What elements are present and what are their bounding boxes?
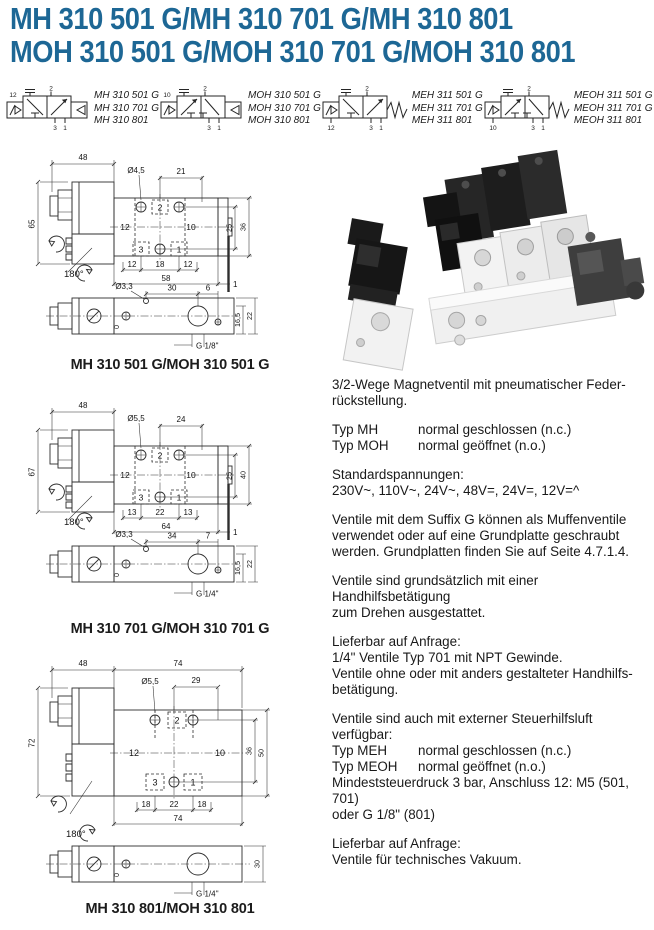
port-label: 3 xyxy=(369,125,373,132)
port-label: 10 xyxy=(186,222,196,232)
port-label: 2 xyxy=(174,715,180,726)
dim-label: 12 xyxy=(183,260,193,269)
text-line: werden. Grundplatten finden Sie auf Seite 4.7.1.4. xyxy=(332,544,630,559)
dim-label: 1 xyxy=(233,528,238,537)
dim-label: 0 xyxy=(112,573,121,577)
port-label: 2 xyxy=(157,450,163,461)
symbol-label-line: MEOH 311 701 G xyxy=(573,102,653,114)
port-label: 2 xyxy=(49,86,53,93)
rotation-label: 180° xyxy=(64,517,84,528)
symbol-label-line: MEOH 311 801 xyxy=(573,115,643,126)
text-line: Ventile mit dem Suffix G können als Muffenventile xyxy=(332,512,627,527)
dim-label: 16,5 xyxy=(233,561,242,575)
port-label: 1 xyxy=(217,125,221,132)
dim-label: 18 xyxy=(141,800,151,809)
thread-label: G 1/8" xyxy=(196,341,219,351)
valve-symbol-mh xyxy=(5,86,91,132)
port-label: 3 xyxy=(152,777,158,788)
port-label: 3 xyxy=(53,125,57,132)
port-label: 2 xyxy=(527,86,531,93)
port-label: 2 xyxy=(365,86,369,93)
paragraph xyxy=(332,775,652,823)
dim-label: 18 xyxy=(155,260,165,269)
symbol-label-line: MEOH 311 501 G xyxy=(573,90,653,101)
dim-label: Ø3,3 xyxy=(115,282,133,291)
port-label: 2 xyxy=(157,202,163,213)
dim-label: 13 xyxy=(127,508,137,517)
dim-label: 48 xyxy=(78,401,88,410)
text-line: verwendet oder auf eine Grundplatte geschraubt xyxy=(332,528,620,543)
spec-row xyxy=(332,422,652,438)
text-line: 3/2-Wege Magnetventil mit pneumatischer Feder- xyxy=(332,377,626,392)
port-label: 3 xyxy=(138,244,144,255)
dim-label: Ø3,3 xyxy=(115,530,133,539)
page-title xyxy=(10,2,652,68)
dim-label: 18 xyxy=(197,800,207,809)
spec-value: normal geöffnet (n.o.) xyxy=(418,759,546,774)
thread-label: G 1/4'' xyxy=(196,889,219,898)
dim-label: 6 xyxy=(205,283,211,293)
dim-label: 36 xyxy=(238,223,248,231)
paragraph xyxy=(332,573,652,621)
port-label: 12 xyxy=(327,125,335,132)
paragraph xyxy=(332,377,652,409)
text-line: Ventile sind grundsätzlich mit einer Handhilfsbetätigung xyxy=(332,573,539,604)
valve-symbol-meoh xyxy=(483,86,571,132)
spec-type: Typ MH xyxy=(332,422,379,437)
port-label: 10 xyxy=(489,125,497,132)
text-line: Ventile sind auch mit externer Steuerhilfsluft verfügbar: xyxy=(332,711,593,742)
drawing-caption-801: MH 310 801/MOH 310 801 xyxy=(85,901,255,917)
dim-label: 25 xyxy=(224,224,234,232)
paragraph xyxy=(332,711,652,743)
port-label: 3 xyxy=(138,492,144,503)
symbol-labels xyxy=(94,90,159,128)
symbol-label-line: MEH 311 801 xyxy=(411,115,473,126)
text-line: oder G 1/8" (801) xyxy=(332,807,436,822)
text-line: Ventile ohne oder mit anders gestalteter Handhilfs- xyxy=(332,666,633,681)
dim-label: 22 xyxy=(155,508,165,517)
symbol-label-line: MOH 310 701 G xyxy=(248,102,321,114)
text-line: betätigung. xyxy=(332,682,399,697)
text-line: Standardspannungen: xyxy=(332,467,464,482)
text-line: rückstellung. xyxy=(332,393,408,408)
dim-label: 25 xyxy=(224,472,234,480)
technical-drawing-501 xyxy=(22,140,314,354)
port-label: 10 xyxy=(214,748,226,758)
spec-value: normal geschlossen (n.c.) xyxy=(418,422,572,437)
spec-value: normal geöffnet (n.o.) xyxy=(418,438,546,453)
dim-label: 30 xyxy=(252,860,262,868)
text-line: 1/4" Ventile Typ 701 mit NPT Gewinde. xyxy=(332,650,563,665)
port-label: 12 xyxy=(9,92,17,99)
dim-label: 36 xyxy=(244,747,254,755)
text-line: 230V~, 110V~, 24V~, 48V=, 24V=, 12V=^ xyxy=(332,483,580,498)
port-label: 1 xyxy=(63,125,67,132)
port-label: 10 xyxy=(186,470,196,480)
dim-label: 13 xyxy=(183,508,193,517)
dim-label: 7 xyxy=(205,531,211,541)
text-line: Lieferbar auf Anfrage: xyxy=(332,836,461,851)
valve-symbols-row xyxy=(5,86,651,142)
paragraph xyxy=(332,467,652,499)
paragraph xyxy=(332,836,652,868)
dim-label: 0 xyxy=(112,873,121,877)
symbol-label-line: MH 310 701 G xyxy=(94,102,160,114)
symbol-group-moh xyxy=(159,86,321,142)
spec-value: normal geschlossen (n.c.) xyxy=(418,743,572,758)
dim-label: 74 xyxy=(173,659,183,668)
spec-table xyxy=(332,743,652,775)
technical-drawing-801 xyxy=(22,646,318,898)
symbol-labels xyxy=(574,90,653,128)
dim-label: 29 xyxy=(191,676,201,685)
port-label: 1 xyxy=(176,492,182,503)
spec-type: Typ MEOH xyxy=(332,759,398,774)
dim-label: 12 xyxy=(127,260,137,269)
port-label: 3 xyxy=(207,125,211,132)
port-label: 12 xyxy=(120,222,130,232)
port-label: 10 xyxy=(163,92,171,99)
paragraph xyxy=(332,634,652,698)
text-line: Mindeststeuerdruck 3 bar, Anschluss 12: M5 (501, 701) xyxy=(332,775,629,806)
description-text xyxy=(332,377,652,868)
symbol-label-line: MOH 310 501 G xyxy=(248,90,321,101)
port-label: 3 xyxy=(531,125,535,132)
symbol-label-line: MOH 310 801 xyxy=(248,115,311,126)
dim-label: 1 xyxy=(233,280,238,289)
product-photo xyxy=(330,140,654,372)
dim-label: 34 xyxy=(167,531,177,541)
dim-label: 50 xyxy=(256,749,266,757)
dim-label: 67 xyxy=(27,467,37,477)
dim-label: 24 xyxy=(176,415,186,424)
technical-drawing-701 xyxy=(22,388,314,602)
port-label: 1 xyxy=(176,244,182,255)
dim-label: 48 xyxy=(78,153,88,162)
dim-label: 22 xyxy=(245,312,254,320)
valve-symbol-moh xyxy=(159,86,245,132)
dim-label: 40 xyxy=(238,471,248,479)
symbol-label-line: MH 310 801 xyxy=(94,115,149,126)
drawing-caption-701: MH 310 701 G/MOH 310 701 G xyxy=(70,621,270,637)
dim-label: 72 xyxy=(27,738,37,748)
paragraph xyxy=(332,512,652,560)
rotation-label: 180° xyxy=(64,269,84,280)
dim-label: 22 xyxy=(169,800,179,809)
symbol-label-line: MEH 311 701 G xyxy=(411,102,483,114)
symbol-group-mh xyxy=(5,86,159,142)
valve-symbol-meh xyxy=(321,86,409,132)
spec-type: Typ MEH xyxy=(332,743,388,758)
port-label: 12 xyxy=(128,748,140,758)
text-line: Ventile für technisches Vakuum. xyxy=(332,852,522,867)
spec-table xyxy=(332,422,652,454)
dim-label: 30 xyxy=(167,283,177,293)
symbol-label-line: MEH 311 501 G xyxy=(411,90,483,101)
port-label: 12 xyxy=(120,470,130,480)
dim-label: 64 xyxy=(161,522,171,531)
thread-label: G 1/4" xyxy=(196,589,219,599)
port-label: 1 xyxy=(541,125,545,132)
dim-label: 65 xyxy=(27,219,37,229)
port-label: 1 xyxy=(190,777,196,788)
spec-row xyxy=(332,743,652,759)
symbol-group-meoh xyxy=(483,86,653,142)
page-title-line1: MH 310 501 G/MH 310 701 G/MH 310 801 xyxy=(10,1,513,36)
port-label: 2 xyxy=(203,86,207,93)
dim-label: 74 xyxy=(173,814,183,823)
dim-label: 0 xyxy=(112,325,121,329)
dim-label: Ø4,5 xyxy=(127,166,145,175)
dim-label: 58 xyxy=(161,274,171,283)
page-title-line2: MOH 310 501 G/MOH 310 701 G/MOH 310 801 xyxy=(10,34,576,69)
drawing-caption-501: MH 310 501 G/MOH 310 501 G xyxy=(70,357,270,373)
symbol-label-line: MH 310 501 G xyxy=(94,90,160,101)
rotation-label: 180° xyxy=(66,829,86,840)
symbol-labels xyxy=(248,90,321,128)
port-label: 1 xyxy=(379,125,383,132)
dim-label: 21 xyxy=(176,167,186,176)
text-line: zum Drehen ausgestattet. xyxy=(332,605,486,620)
text-line: Lieferbar auf Anfrage: xyxy=(332,634,461,649)
dim-label: 16,5 xyxy=(233,313,242,327)
dim-label: Ø5,5 xyxy=(127,414,145,423)
symbol-group-meh xyxy=(321,86,483,142)
spec-type: Typ MOH xyxy=(332,438,389,453)
spec-row xyxy=(332,759,652,775)
dim-label: Ø5,5 xyxy=(141,677,159,686)
dim-label: 22 xyxy=(245,560,254,568)
spec-row xyxy=(332,438,652,454)
symbol-labels xyxy=(412,90,483,128)
dim-label: 48 xyxy=(78,659,88,668)
